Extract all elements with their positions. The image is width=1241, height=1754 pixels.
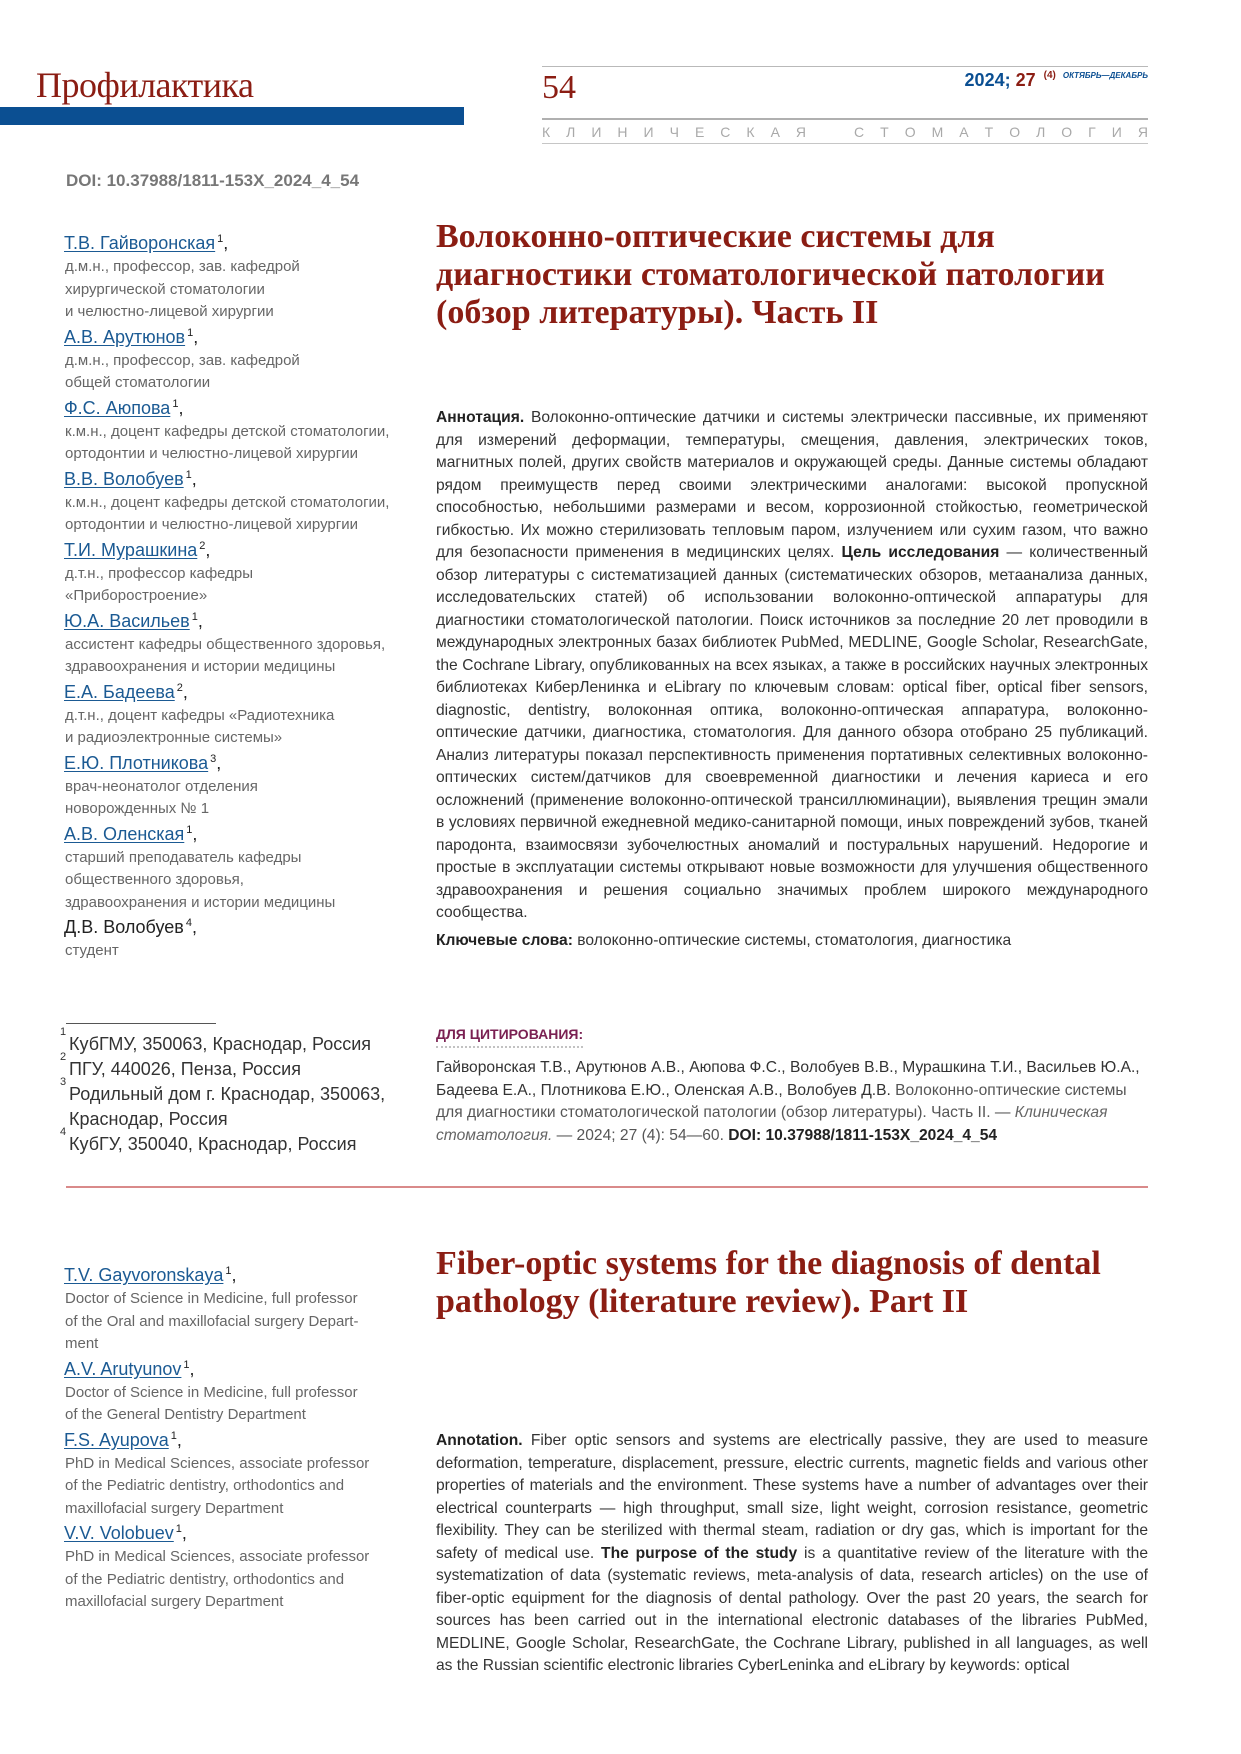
separator: , [223,233,229,253]
affiliation-marker: 2 [199,539,206,552]
author-name-link[interactable]: Ю.А. Васильев [64,610,190,631]
author-entry [64,821,424,915]
journal-name-letter: О [904,124,916,140]
author-position: хирургической стоматологии [65,280,265,298]
header-rule [542,143,1148,144]
journal-name-letter: И [591,124,602,140]
author-position: общественного здоровья, [65,871,244,888]
author-position: PhD in Medical Sciences, associate professor [65,1548,370,1565]
author-position: общей стоматологии [65,374,211,391]
affiliation-marker: 1 [217,233,224,245]
affiliation-item [60,1076,430,1132]
abstract-label: Annotation. [436,1432,523,1449]
issue-info [965,70,1148,91]
separator: , [205,539,211,560]
author-position: здравоохранения и истории медицины [65,893,336,911]
author-position: и радиоэлектронные системы» [65,729,283,746]
affiliation-item [60,1051,430,1082]
doi[interactable]: DOI: 10.37988/1811-153X_2024_4_54 [66,171,360,190]
issue-year: 2024; [964,70,1011,90]
author-entry [64,1427,424,1521]
author-position: новорожденных № 1 [65,800,210,817]
author-entry [64,466,424,537]
separator: , [192,823,198,844]
author-name-link[interactable]: Е.Ю. Плотникова [64,752,209,773]
affiliations-list [60,1026,430,1157]
affiliation-marker: 2 [176,681,183,694]
affiliation-marker: 4 [185,917,192,929]
author-entry [64,1262,424,1356]
affiliation-marker: 1 [225,1265,232,1277]
section-bar [0,107,464,125]
journal-name-letter: Т [880,124,889,140]
author-name-link[interactable]: A.V. Arutyunov [64,1358,182,1379]
journal-name-letter: Н [617,124,628,140]
separator: , [176,1429,182,1450]
affiliation-marker: 1 [170,1429,177,1442]
affiliation-text: КубГУ, 350040, Краснодар, Россия [69,1134,357,1154]
citation-authors: Гайворонская Т.В., Арутюнов А.В., Аюпова Ф.С., Волобуев В.В., Мурашкина Т.И., Васильев Ю.А., Бадеева Е.А., Плотникова Е.Ю., Оленская А.В., Волобуев Д.В. [436,1059,1140,1099]
journal-name-letter: К [542,124,551,140]
affiliation-marker: 1 [183,1358,190,1371]
author-position: ортодонтии и челюстно-лицевой хирургии [65,516,358,533]
author-name-link[interactable]: Т.И. Мурашкина [64,539,198,560]
issue-volume: 27 [1015,70,1036,90]
separator: , [181,1523,187,1543]
author-name-link[interactable]: Е.А. Бадеева [64,681,175,702]
journal-name-letter: Л [566,124,576,140]
author-position: of the Oral and maxillofacial surgery Depart- [65,1312,359,1330]
author-name-link[interactable]: А.В. Оленская [64,823,185,844]
author-position: д.т.н., профессор кафедры [65,564,254,582]
author-position: ортодонтии и челюстно-лицевой хирургии [65,445,358,462]
journal-name-letter: Я [795,124,807,140]
abstract-text: Волоконно-оптические датчики и системы электрически пассивные, их применяют для измерений деформации, температуры, смещения, давления, электрических токов, магнитных полей, других свойств материалов и окружающей среды. Данные системы обладают рядом преимуществ перед своими электрическими аналогами: высокой пропускной способностью, небольшими размерами и весом, коррозионной стойкостью, геометрической гибкостью. Их можно стерилизовать тепловым паром, излучением или сухим газом, что важно для безопасности применения в медицинских целях. [436,409,1148,561]
author-entry [64,1520,424,1614]
author-position: «Приборостроение» [65,587,208,604]
author-position: здравоохранения и истории медицины [65,658,336,675]
journal-name-letter: Е [694,124,705,140]
affiliation-item [60,1026,430,1057]
citation-doi[interactable]: DOI: 10.37988/1811-153X_2024_4_54 [728,1126,998,1144]
separator: , [189,1358,195,1379]
affiliation-marker: 1 [175,1523,182,1535]
page-number: 54 [542,69,576,106]
author-position: и челюстно-лицевой хирургии [65,303,274,320]
separator: , [182,681,188,702]
journal-name-letter: Ч [669,124,679,140]
author-name-link[interactable]: А.В. Арутюнов [64,326,186,347]
citation-text [436,1057,1148,1147]
abstract-text: — количественный обзор литературы с систематизацией данных (систематических обзоров, метаанализа данных, исследовательских статей) об использовании волоконно-оптической аппаратуры для диагностики стоматологической патологии. Поиск источников за последние 20 лет проводили в международных электронных базах библиотек PubMed, MEDLINE, Google Scholar, ResearchGate, the Cochrane Library, опубликованных на всех языках, а также в российских научных электронных библиотеках КиберЛенинка и eLibrary по ключевым словам: optical fiber, optical fiber sensors, diagnostic, dentistry, волоконная оптика, волоконно-оптическая аппаратура, волоконно-оптические датчики, диагностика, стоматология. Для данного обзора отобрано 25 публикаций. Анализ литературы показал перспективность применения портативных селективных волоконно-оптических систем/датчиков для своевременной диагностики и лечения кариеса и его осложнений (применение волоконно-оптической трансиллюминации), выявления трещин эмали в условиях первичной ежедневной медико-санитарной помощи, иных повреждений зубов, тканей пародонта, взаимосвязи зубочелюстных аномалий и постуральных нарушений. Недорогие и простые в эксплуатации системы открывают новые возможности для улучшения общественного здравоохранения и решения социально значимых проблем широкого международного сообщества. [436,544,1148,921]
separator: , [231,1265,237,1285]
author-position: ment [65,1335,99,1352]
purpose-label: Цель исследования [841,544,1000,561]
purpose-label: The purpose of the study [601,1544,798,1562]
journal-name-letter: К [746,124,755,140]
author-name-link[interactable]: V.V. Volobuev [64,1523,174,1543]
author-position: of the Pediatric dentistry, orthodontics and [65,1570,345,1588]
abstract-text: Fiber optic sensors and systems are electrically passive, they are used to measure deformation, temperature, displacement, pressure, electric currents, magnetic fields and various other properties of materials and the environment. These systems have a number of advantages over their electrical counterparts — high throughput, small size, light weight, corrosion resistance, geometric flexibility. They can be sterilized with thermal steam, radiation or dry gas, which is important for the safety of medical use. [436,1432,1148,1562]
keywords-text: волоконно-оптические системы, стоматология, диагностика [572,932,1012,949]
keywords-label: Ключевые слова: [436,932,573,949]
article-title-ru: Волоконно-оптические системы для диагностики стоматологической патологии (обзор литературы). Часть II [436,218,1105,331]
author-position: maxillofacial surgery Department [65,1593,284,1610]
journal-name-letter: Г [1088,124,1096,140]
citation-journal: Клиническая стоматология. [436,1104,1108,1144]
author-position: к.м.н., доцент кафедры детской стоматологии, [65,422,390,440]
journal-name-letter: А [959,124,969,140]
affiliation-marker: 1 [172,397,179,410]
abstract-en [436,1430,1148,1678]
author-position: Doctor of Science in Medicine, full professor [65,1290,358,1307]
affiliation-number: 1 [60,1026,67,1038]
author-entry [64,750,424,821]
affiliation-text: КубГМУ, 350063, Краснодар, Россия [69,1034,372,1054]
issue-months: ОКТЯБРЬ—ДЕКАБРЬ [1062,71,1148,80]
author-name-link: Д.В. Волобуев [64,917,184,937]
author-name-link[interactable]: T.V. Gayvoronskaya [64,1265,224,1285]
author-entry [64,914,424,963]
author-position: к.м.н., доцент кафедры детской стоматологии, [65,493,390,511]
author-entry [64,608,424,679]
authors-list-en [64,1262,424,1614]
author-entry [64,230,424,324]
language-divider [66,1186,1148,1188]
author-position: ассистент кафедры общественного здоровья, [65,635,386,653]
author-position: PhD in Medical Sciences, associate professor [65,1454,370,1472]
separator: , [197,610,203,631]
header-rule [542,66,1148,67]
author-entry [64,537,424,608]
author-name-link[interactable]: Т.В. Гайворонская [64,233,216,253]
citation-details: — 2024; 27 (4): 54—60. [552,1126,729,1144]
section-title: Профилактика [36,65,254,105]
keywords-ru [436,932,1148,950]
affiliation-number: 3 [60,1076,67,1088]
affiliation-marker: 3 [210,752,217,765]
author-entry [64,324,424,395]
author-name-link[interactable]: F.S. Ayupova [64,1429,169,1450]
author-position: врач-неонатолог отделения [65,777,258,795]
header-rule [542,118,1148,120]
journal-name-letter: М [931,124,944,140]
author-position: maxillofacial surgery Department [65,1499,284,1517]
author-position: старший преподаватель кафедры [65,848,302,866]
abstract-ru [436,407,1148,925]
authors-list-ru [64,230,424,963]
affiliation-text: Родильный дом г. Краснодар, 350063, Краснодар, Россия [69,1084,386,1129]
separator: , [191,917,197,937]
affiliation-marker: 1 [187,326,194,339]
author-position: Doctor of Science in Medicine, full professor [65,1383,358,1401]
journal-name-letter: Л [1036,124,1046,140]
citation-label: ДЛЯ ЦИТИРОВАНИЯ: [436,1026,583,1048]
affiliation-number: 4 [60,1126,67,1138]
author-entry [64,1356,424,1427]
journal-name-letter: О [1061,124,1073,140]
author-position: of the Pediatric dentistry, orthodontics and [65,1477,345,1494]
author-position: д.т.н., доцент кафедры «Радиотехника [65,706,335,724]
journal-name [542,124,1148,140]
separator: , [191,468,197,489]
journal-name-letter: С [854,124,865,140]
author-position: д.м.н., профессор, зав. кафедрой [65,351,300,369]
affiliation-number: 2 [60,1051,67,1063]
affiliation-marker: 1 [185,468,192,481]
author-position: д.м.н., профессор, зав. кафедрой [65,258,300,275]
affiliation-marker: 1 [186,823,193,836]
article-title-en: Fiber-optic systems for the diagnosis of dental pathology (literature review). Part II [436,1245,1101,1320]
author-position: студент [65,942,119,959]
abstract-label: Аннотация. [436,409,525,426]
footnote-rule [66,1023,216,1024]
journal-name-letter: О [1009,124,1021,140]
separator: , [216,752,222,773]
journal-name-letter: И [1111,124,1122,140]
author-position: of the General Dentistry Department [65,1406,306,1423]
issue-number: (4) [1043,70,1056,81]
journal-name-letter: Я [1137,124,1148,140]
abstract-text: is a quantitative review of the literature with the systematization of data (systematic reviews, meta-analysis of data, research articles) on the use of fiber-optic equipment for the diagnosis of dental pathology. Over the past 20 years, the search for sources has been carried out in the international electronic databases of the libraries PubMed, MEDLINE, Google Scholar, ResearchGate, the Cochrane Library, published in all languages, as well as the Russian scientific electronic libraries CyberLeninka and eLibrary by keywords: optical [436,1544,1148,1674]
separator: , [193,326,199,347]
affiliation-text: ПГУ, 440026, Пенза, Россия [69,1059,301,1079]
journal-name-letter: С [720,124,731,140]
citation-title: Волоконно-оптические системы для диагностики стоматологической патологии (обзор литературы). Часть II. — [436,1081,1127,1121]
author-name-link[interactable]: В.В. Волобуев [64,468,184,489]
author-entry [64,395,424,466]
journal-name-letter: Т [984,124,994,140]
author-name-link[interactable]: Ф.С. Аюпова [64,397,171,418]
journal-name-letter: И [643,124,654,140]
journal-name-letter: А [770,124,780,140]
separator: , [178,397,184,418]
author-entry [64,679,424,750]
affiliation-item [60,1126,430,1157]
affiliation-marker: 1 [191,610,198,623]
